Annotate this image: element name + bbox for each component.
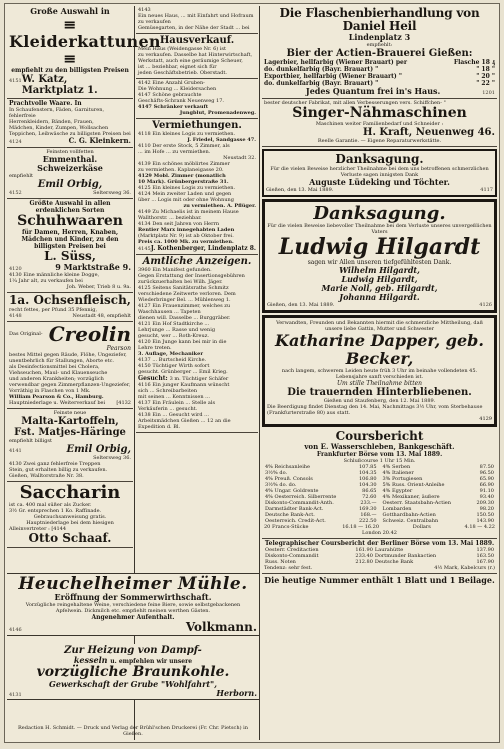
haus-line: Ein neues Haus, ... mit Einfahrt und Hofraum zu verkaufen: [138, 13, 254, 25]
creolin-logo: Creolin: [48, 322, 131, 346]
kurs-value: 93.40: [479, 494, 494, 500]
amtliche-heading: Amtliche Anzeigen.: [142, 256, 252, 267]
suess-line: Mädchen und Kinder, zu den: [21, 236, 119, 243]
creolin-line: unentbehrlich für Stallungen, Aborte etc.: [9, 358, 114, 364]
kurs-value: 91.10: [479, 488, 494, 494]
schuhwaaren-heading: Schuhwaaren: [17, 213, 123, 229]
beer-row-label: do. dunkelfarbig (Bayr. Brauart) ": [264, 66, 379, 73]
vermiethungen-body: [138, 131, 256, 245]
verm-line: 4124 Mein zweiter Laden und gegen: [138, 191, 232, 197]
kurs-sub: Frankfurter Börse vom 13. Mai 1889.: [316, 451, 443, 458]
d3-name: Katharine Dapper, geb. Becker,: [275, 331, 484, 368]
ad-number: 4145: [138, 246, 151, 252]
gesucht-label: Gesucht:: [138, 375, 168, 382]
creolin-line: Vorräthig in Flaschen von 1 Mk.: [9, 388, 91, 394]
mid-tail-line: mit seinen ... Kenntnissen ...: [138, 394, 210, 400]
emmenthal-heading: Emmenthal. Schweizerkäse: [37, 154, 103, 173]
d2-title: Danksagung.: [313, 203, 446, 224]
katz-name: W. Katz, Marktplatz 1.: [21, 74, 98, 96]
heil-advert: [262, 6, 497, 99]
kurs-value: 104.30: [359, 482, 377, 488]
ochsen-line: Neustadt 48, empfiehlt: [72, 313, 131, 319]
ochsenfleisch-heading: 1a. Ochsenfleisch,: [9, 293, 131, 307]
actien-heading: Bier der Actien-Brauerei Gießen:: [286, 48, 473, 59]
hausverkauf-line: Mein Haus (Weidengasse Nr. 6) ist: [138, 46, 226, 52]
verloren-line: 4142 Eine Anzahl Gruben-: [138, 80, 205, 86]
beer-row-label: Exportbier, hellfarbig (Wiener Brauart) ": [264, 73, 402, 80]
kurs-value: 143.90: [476, 518, 494, 524]
kleinkern-line: In Schaufenstern, Fäden, Garnituren, fehlerfreie: [9, 107, 105, 119]
tel-label: Russ. Noten: [265, 559, 296, 565]
mid-tail-line: Arbeitsmädchen Gießen ... 12 an die: [138, 418, 231, 424]
saccharin-line: Alleinvertreter : [4144: [9, 526, 67, 532]
creolin-line: verwendbar gegen Zimmerpflanzen-Ungeziefer,: [9, 382, 131, 388]
kurs-title: Coursbericht: [335, 429, 424, 443]
creolin-line: Hauptniederlage u. Weiterverkauf bei: [9, 400, 106, 406]
kurs-from: von E. Wasserschleben, Bankgeschäft.: [304, 442, 455, 451]
schraenker-line: Jungblut, Promenadenweg.: [179, 110, 256, 116]
singer-pre: bester deutscher Fabrikat, mit allen Verbesserungen vers. Schiffchen- ": [264, 100, 446, 106]
malta-advert: [7, 409, 133, 482]
braunkohle-word: Braunkohle.: [132, 664, 230, 680]
ochsen-line: recht fettes, per Pfund 35 Pfennig,: [9, 307, 98, 313]
suess-address: 9 Marktstraße 9.: [55, 262, 131, 272]
orbig-address: Seltersweg 36.: [93, 190, 131, 196]
kurs-francs-value: 16.18 — 16.20: [342, 524, 380, 530]
orbig2-name: Emil Orbig,: [66, 444, 131, 455]
suess-line: billigsten Preisen bei: [34, 243, 106, 250]
saccharin-line: Hauptniederlage bei dem hiesigen: [26, 520, 114, 526]
mid-tail-line: sich ... Schreibarbeiten: [138, 388, 198, 394]
d2-date: Gießen, den 13. Mai 1889.: [267, 302, 335, 308]
ad-number: [4132: [116, 400, 131, 406]
heuchelheimer-line: Vorzügliche reingehaltene Weine, verschiedene feine Biere, sowie selbstgebackenen: [25, 602, 241, 608]
kurs-value: 98.20: [479, 506, 494, 512]
kurs-label: 3½% do.: [265, 470, 288, 476]
mid-tail-line: 4138 Ein ... Gesucht wird ...: [138, 412, 209, 418]
amtliche-section: [136, 255, 258, 433]
tel-value: 161.90: [355, 547, 373, 553]
malta-intro: Feinste neue: [53, 410, 87, 416]
tel-title: Telegraphischer Coursbericht der Berliner Börse vom 13. Mai 1889.: [264, 540, 495, 547]
emmenthal-advert: [7, 148, 133, 199]
kurs-value: 96.50: [479, 470, 494, 476]
verm-line: über ... Logis mit oder ohne Wohnung: [138, 197, 234, 203]
tel-tendenz: Tendenz: sehr fest.: [264, 565, 313, 571]
ad-number: 4124: [9, 139, 22, 145]
kurs-label: 4% Oesterreich. Silberrente: [265, 494, 337, 500]
mid-tail-line: Expedition d. Bl.: [138, 424, 181, 430]
ad-number: 4152: [9, 190, 22, 196]
katz-intro: Große Auswahl in: [30, 6, 110, 16]
suess-name: L. Süss,: [44, 249, 96, 263]
suess-line: für Damen, Herren, Knaben,: [21, 229, 119, 236]
kurs-value: 86.65: [362, 488, 377, 494]
kurs-value: 209.30: [476, 500, 494, 506]
tel-label: Deutsche Bank: [374, 559, 414, 565]
tel-value: 212.80: [355, 559, 373, 565]
treppen-line: Stein, gut erhalten billig zu verkaufen.: [9, 467, 108, 473]
pearson-label: Pearson: [106, 345, 131, 352]
creolin-line: bestes Mittel gegen Räude, Flöhe, Ungeziefer,: [9, 352, 127, 358]
amt-line: Gegen Erstattung der Insertionsgebühren: [138, 273, 245, 279]
kurs-value: 106.80: [359, 476, 377, 482]
kothenberger-name: J. Kothenberger, Lindenplatz 8.: [150, 245, 256, 252]
verm-line: 4149 Zu Michaelis ist in meinem Hause: [138, 209, 239, 215]
singer-heading: Singer-Nähmaschinen: [292, 105, 467, 121]
d1-body: Für die vielen Beweise herzlicher Theilnahme bei dem uns betroffenen schmerzlichen Verluste sagen innigsten Dank: [270, 166, 489, 178]
malta-empfiehlt: empfiehlt billigst: [9, 438, 52, 444]
amt-line: 3. Auflage, Mechaniker: [138, 351, 203, 357]
heuchelheimer-heading: Heuchelheimer Mühle.: [18, 574, 248, 594]
hausverkauf-line: jeden Geschäftsbetrieb. Oberstadt.: [138, 70, 227, 76]
tel-value: 163.50: [476, 553, 494, 559]
amt-line: 4121 Ein Hof Stadtkirche ...: [138, 321, 210, 327]
heil-address: Lindenplatz 3: [348, 32, 411, 42]
hausverkauf-line: zu verkaufen. Dasselbe hat Hinterwirtschaft,: [138, 52, 253, 58]
kurs-value: 233.—: [360, 500, 377, 506]
kurs-label: Diskonto-Commandit-Anth.: [265, 500, 334, 506]
danksagung-hilgardt: [262, 199, 497, 313]
ad-number: 4117: [480, 187, 493, 193]
amt-line: verschiedene Zeitwerte verloren. Dem: [138, 291, 236, 297]
heuchelheimer-subheading: Eröffnung der Sommerwirthschaft.: [54, 592, 212, 602]
emmenthal-intro: Feinsten vollfetten: [46, 149, 94, 155]
mid-tail-body: [138, 382, 256, 430]
d3-funeral: Die Beerdigung findet Dienstag den 14. Mai, Nachmittags 3½ Uhr, vom Sterbehause (Frankfurterstraße 80) aus statt.: [267, 404, 483, 416]
kurs-dollar-value: 4.18 — 4.22: [464, 524, 495, 530]
hausverkauf-line: ist ... beziehbar, eignet sich für: [138, 64, 217, 70]
ad-number: 4129: [479, 416, 492, 422]
danksagung-luedeking: [262, 149, 497, 197]
kurs-table-left: [264, 464, 378, 524]
hausverkauf-line: Werkstatt, auch eine geräumige Scheuer,: [138, 58, 243, 64]
amt-line: Waschhausen ... Tapeten: [138, 309, 201, 315]
beer-row-price: " 18 ": [476, 66, 495, 73]
tel-small: 4½ Mark, Kabelcurs (r.): [434, 565, 495, 571]
verm-line: zu vermiethen. A. Pflüger.: [183, 203, 256, 209]
kurs-value: 66.90: [479, 482, 494, 488]
verm-line: (Marktplatz Nr. 9) ist ab Oktober frei.: [138, 233, 234, 239]
saccharin-line: ist ca. 400 mal süßer als Zucker.: [9, 502, 92, 508]
middle-column: [136, 6, 258, 562]
verm-line: ... im Hofe ... zu vermiethen.: [138, 149, 211, 155]
kurs-label: 5% Russ. Orient-Anleihe: [382, 482, 445, 488]
haus-line: Gemüsegarten, in der Nähe der Stadt ... bei: [138, 25, 250, 31]
ad-number: 1201: [482, 90, 495, 96]
amt-line: 4120 Ein Junge kann bei mir in die: [138, 339, 227, 345]
d2-family-member: Johanna Hilgardt.: [339, 292, 420, 302]
saccharin-heading: Saccharin: [19, 482, 121, 503]
schaaf-name: Otto Schaaf.: [28, 531, 112, 545]
amtliche-body: [138, 267, 256, 375]
d3-body: nach langem, schwerem Leiden heute früh 3 Uhr im beinahe vollendeten 45. Lebensjahre sanft verschieden ist.: [281, 368, 478, 380]
creolin-line: und anderen Krankheiten; vorzüglich: [9, 376, 104, 382]
matjes-heading: Fst. Matjes-Häringe: [14, 427, 126, 438]
gesucht-tail: 3 m. Tüchtiger Schäfer: [169, 376, 229, 382]
kurs-label: 4% Preuß. Consols: [265, 476, 313, 482]
beilage-notice: Die heutige Nummer enthält 1 Blatt und 1 Beilage.: [264, 575, 495, 585]
saccharin-line: 3½ Gr. entsprechen 1 Ko. Raffinade.: [9, 508, 102, 514]
kurs-label: Lombarden: [382, 506, 412, 512]
kurs-label: Schweiz. Centralbahn: [382, 518, 439, 524]
tel-label: Dortmunder Bankactien: [374, 553, 437, 559]
beer-row-label: Lagerbier, hellfarbig (Wiener Brauart) per: [264, 59, 408, 66]
d2-thanks: sagen wir Allen unseren tiefgefühltesten Dank.: [307, 259, 452, 266]
coursbericht: [262, 429, 497, 539]
kleinkern-heading: Prachtvolle Waare. In: [9, 100, 82, 107]
d1-names: Auguste Lüdeking und Töchter.: [309, 177, 450, 187]
verm-line: 4129 Mobl. Zimmer (monatlich: [138, 173, 226, 179]
haus-advert: [136, 6, 258, 34]
mid-tail-line: Verkäuferin ... gesucht.: [138, 406, 198, 412]
vermiethungen-heading: Vermiethungen.: [152, 120, 242, 131]
kurs-label: 3% Portugiesen: [382, 476, 423, 482]
d3-date: Gießen und Staufenberg, den 12. Mai 1889.: [323, 398, 436, 404]
amt-line: Lehre treten.: [138, 345, 172, 351]
saccharin-line: Gebrauchsanweisung gratis.: [33, 514, 107, 520]
kurs-label: Deutsche Bank-Act.: [265, 512, 315, 518]
ad-number: 4126: [479, 302, 492, 308]
suess-advert: [7, 199, 133, 293]
kesseln-tail: u. empfehlen wir unsere: [110, 658, 193, 665]
kurs-value: 150.50: [476, 512, 494, 518]
beer-row-price: Flasche 18 ₰: [453, 59, 495, 66]
heuchelheimer-line: Apfelwein. Dickmilch etc. empfiehlt meinen werthen Gästen.: [55, 608, 211, 614]
mid-tail-line: 4137 Ein Fräulein ... Stelle als: [138, 400, 216, 406]
volkmann-name: Volkmann.: [185, 620, 257, 634]
quantum-line: Jedes Quantum frei in's Haus.: [305, 86, 441, 96]
verloren-line: Geschäfts-Schrank Neuenweg 17.: [138, 98, 225, 104]
ad-number: 4148: [9, 313, 22, 319]
ad-number: 4141: [9, 448, 22, 454]
heil-empfiehlt: empfiehlt:: [366, 42, 393, 48]
newspaper-page: [4, 3, 500, 743]
amt-line: zurückzuerhalten bei Wilh. Jäger.: [138, 279, 223, 285]
singer-sub: Maschinen weiter Familienbedarf und Schneider :: [315, 121, 444, 127]
vermiethungen-section: [136, 119, 258, 255]
verm-line: J. Friedel, Sandgasse 47.: [187, 137, 256, 143]
tel-value: 233.40: [355, 553, 373, 559]
kurs-value: 104.35: [359, 470, 377, 476]
kurs-label: Oesterr. Staatsbahn-Actien: [382, 500, 451, 506]
creolin-body: [9, 352, 131, 406]
verm-line: zu vermiethen. Kaplaneigasse 20.: [138, 167, 224, 173]
verm-line: Neustadt 32.: [223, 155, 256, 161]
creolin-line: als Desinfectionsmittel bei Cholera,: [9, 364, 100, 370]
kleiderkattunen-text: Kleiderkattunen: [9, 32, 161, 51]
kleiderkattunen-heading: ≡ Kleiderkattunen ≡: [9, 15, 161, 68]
creolin-line: William Pearson & Co., Hamburg.: [9, 394, 104, 400]
verm-line: 4110 Der erste Stock, 5 Zimmer, als: [138, 143, 230, 149]
kurs-value: 72.60: [362, 494, 377, 500]
d2-family-member: Ludwig Hilgardt,: [341, 274, 418, 284]
d3-hinterbliebenen: Die trauernden Hinterbliebenen.: [287, 387, 472, 398]
dogge-line: 1¼ Jahr alt, zu verkaufen bei: [9, 278, 83, 284]
kurs-table-right: [382, 464, 496, 524]
tel-label: Oesterr. Creditactien: [265, 547, 319, 553]
kurs-francs-label: 20 Francs-Stücke: [264, 524, 309, 530]
kleinkern-line: Herrenkleidern, Bänden, Frauen,: [9, 119, 94, 125]
suess-intro: Größte Auswahl in allen erdenklichen Sorten: [29, 200, 111, 214]
kesseln-word: kesseln: [73, 655, 108, 665]
tel-label: Diskonto-Commandit: [265, 553, 319, 559]
column-divider: [259, 6, 260, 740]
dogge-line: Joh. Weber, Trieb 8 u. 9a.: [66, 284, 131, 290]
kurs-value: 169.30: [359, 506, 377, 512]
kurs-label: 4% Ungar. Goldrente: [265, 488, 319, 494]
kleinkern-line: Teppichen, Leibwäsche zu billigsten Preisen bei: [9, 131, 131, 137]
kurs-value: 168.—: [360, 512, 377, 518]
kurs-label: 4% Italiener: [382, 470, 414, 476]
amt-line: 3960 Ein Manifest gefunden.: [138, 267, 212, 273]
schraenker-line: 4147 Schränker verkauft: [138, 104, 208, 110]
d2-family-member: Marie Noll, geb. Hilgardt,: [321, 283, 438, 293]
tel-value: 137.90: [476, 547, 494, 553]
d3-intro: Verwandten, Freunden und Bekannten hiermit die schmerzliche Mittheilung, daß unsere liebe Gattin, Mutter und Schwester: [276, 320, 483, 332]
emmenthal-empfiehlt: empfiehlt: [9, 173, 34, 179]
kleinkern-line: Mädchen, Kinder, Zumpen, Wollsachen: [9, 125, 109, 131]
kurs-label: Oesterreich. Credit-Act.: [265, 518, 326, 524]
verloren-advert: [136, 79, 258, 119]
d3-bitte: Um stille Theilnahme bitten: [336, 380, 423, 387]
kurs-label: Gotthardbahn-Actien: [382, 512, 436, 518]
d2-family-member: Wilhelm Hilgardt,: [339, 265, 420, 275]
beer-row-price: " 22 ": [476, 80, 495, 87]
todesanzeige-dapper: [262, 315, 497, 427]
amt-line: 4125 Seitens Sanitätsraths Schmitz: [138, 285, 229, 291]
amt-line: 4150 Tüchtiger Wirth sofort: [138, 363, 210, 369]
verm-line: 4118 Ein kleines Logis zu vermiethen.: [138, 131, 236, 137]
kraft-name: H. Kraft, Neuenweg 46.: [363, 127, 495, 138]
kurs-label: 3½% do. do.: [265, 482, 297, 488]
ad-number: 4143: [138, 7, 151, 13]
amt-line: Wiederbringer Bel. ... Mühlenweg 1.: [138, 297, 231, 303]
tel-label: Laurahütte: [374, 547, 404, 553]
kurs-label: 4% Mexikaner, äußere: [382, 494, 440, 500]
d2-body: Für die vielen Beweise liebevoller Theilnahme bei dem Verluste unseres unvergeßlichen Vaters: [267, 223, 492, 235]
verm-line: 4125 Ein kleines Logis zu vermiethen.: [138, 185, 236, 191]
katz-subline: empfiehlt zu den billigsten Preisen: [11, 67, 129, 74]
dogge-line: 4130 Eine männliche kleine Dogge,: [9, 272, 100, 278]
kurs-label: 4% Reichsanleihe: [265, 464, 310, 470]
hausverkauf-heading: Hausverkauf.: [159, 35, 235, 46]
creolin-advert: [7, 322, 133, 409]
kurs-value: 87.50: [479, 464, 494, 470]
orbig2-address: Seltersweg 36.: [93, 455, 131, 461]
kleinkern-advert: [7, 99, 133, 148]
kleinkern-name: C. G. Kleinkern.: [68, 136, 131, 145]
amt-line: Lehrjunge ... Rasse und wenig: [138, 327, 216, 333]
verm-line: 4134 Den seit Jahren von Herrn: [138, 221, 220, 227]
heil-heading: Die Flaschenbierhandlung von Daniel Heil: [279, 6, 480, 33]
creolin-intro: Das Original-: [9, 331, 43, 337]
mid-tail-line: 4116 Ein junger Kaufmann wünscht: [138, 382, 230, 388]
d1-title: Danksagung.: [335, 152, 424, 166]
verm-line: Preis ca. 1000 Mk. zu vermiethen.: [138, 239, 234, 245]
ad-number: 4146: [9, 627, 22, 633]
verloren-line: Die Wohnung ... Kleidersachen: [138, 86, 217, 92]
braunkohle-advert: [7, 644, 259, 700]
treppen-line: Gießen, Walltorstraße Nr. 38.: [9, 473, 84, 479]
creolin-line: Viehseuchen, Maul- und Klauenseuche: [9, 370, 108, 376]
hausverkauf-advert: [136, 34, 258, 79]
braunkohle-line1: Zur Heizung von Dampf-: [64, 645, 202, 656]
kurs-london: London 20.42: [362, 530, 397, 536]
beer-row-price: " 20 ": [476, 73, 495, 80]
telegraph-kurs: [262, 539, 497, 574]
ad-number: 4131: [9, 692, 22, 698]
tel-table: [264, 547, 495, 565]
ad-number: 4151: [9, 78, 22, 84]
vorzuegliche-word: vorzügliche: [36, 664, 128, 680]
kurs-value: 222.50: [359, 518, 377, 524]
verm-line: Rentier Marx innegehabten Laden: [138, 227, 235, 233]
kraft-small: Reelle Garantie. — Eigene Reparaturwerkstätte.: [317, 138, 442, 144]
kurs-label: 4% Egypter: [382, 488, 413, 494]
heuchelheimer-line: Angenehmer Aufenthalt.: [91, 614, 175, 621]
gewerkschaft-line: Gewerkschaft der Grube "Wohlfahrt",: [49, 679, 217, 689]
right-column: [262, 6, 497, 740]
singer-advert: [262, 99, 497, 147]
heuchelheimer-advert: [7, 573, 259, 636]
kurs-value: 65.90: [479, 476, 494, 482]
amt-line: gesucht. Grünberger ... Emil Krieg.: [138, 369, 228, 375]
kurs-dollar-label: Dollars: [412, 524, 431, 530]
amt-line: 4137 ... Burtscheid Kirche.: [138, 357, 207, 363]
amt-line: gesucht, wer ... Roth-Kreuz.: [138, 333, 209, 339]
kurs-label: 4% Serben: [382, 464, 411, 470]
ochsenfleisch-advert: [7, 293, 133, 322]
beer-row-label: do. dunkelfarbig (Bayr. Brauart) ": [264, 80, 379, 87]
verm-line: 4139 Ein schönes möblirtes Zimmer: [138, 161, 230, 167]
ad-number: 4120: [9, 266, 22, 272]
kurs-label: Darmstädter Bank-Act.: [265, 506, 324, 512]
saccharin-advert: [7, 482, 133, 548]
verm-line: Wallthorstr. ... beziehbar.: [138, 215, 202, 221]
kleinkern-body: [9, 107, 131, 137]
herborn-line: Herborn.: [216, 688, 257, 698]
orbig-name: Emil Orbig,: [37, 179, 103, 190]
tel-value: 167.90: [476, 559, 494, 565]
treppen-line: 4130 Zwei ganz fehlerfreie Treppen: [9, 461, 101, 467]
verm-line: 10 Mark). Grünbergerstraße 31.: [138, 179, 229, 185]
malta-heading: Malta-Kartoffeln,: [21, 416, 119, 427]
verloren-line: 4147 Schöne gebrauchte: [138, 92, 202, 98]
kurs-sub2: Schlußcourse 1 Uhr 15 Min.: [343, 458, 416, 464]
d2-name: Ludwig Hilgardt: [278, 234, 481, 260]
d1-date: Gießen, den 13. Mai 1889.: [266, 187, 334, 193]
amt-line: dienen will. Dasselbe ... Burggräber.: [138, 315, 231, 321]
amt-line: 4127 Ein Frauenzimmer, welches zu: [138, 303, 231, 309]
kurs-value: 107.85: [359, 464, 377, 470]
imprint-footer: Redaction H. Schmidt. — Druck und Verlag der Brühl'schen Druckerei (Fr. Chr. Pietsch) in Gießen.: [18, 725, 248, 737]
